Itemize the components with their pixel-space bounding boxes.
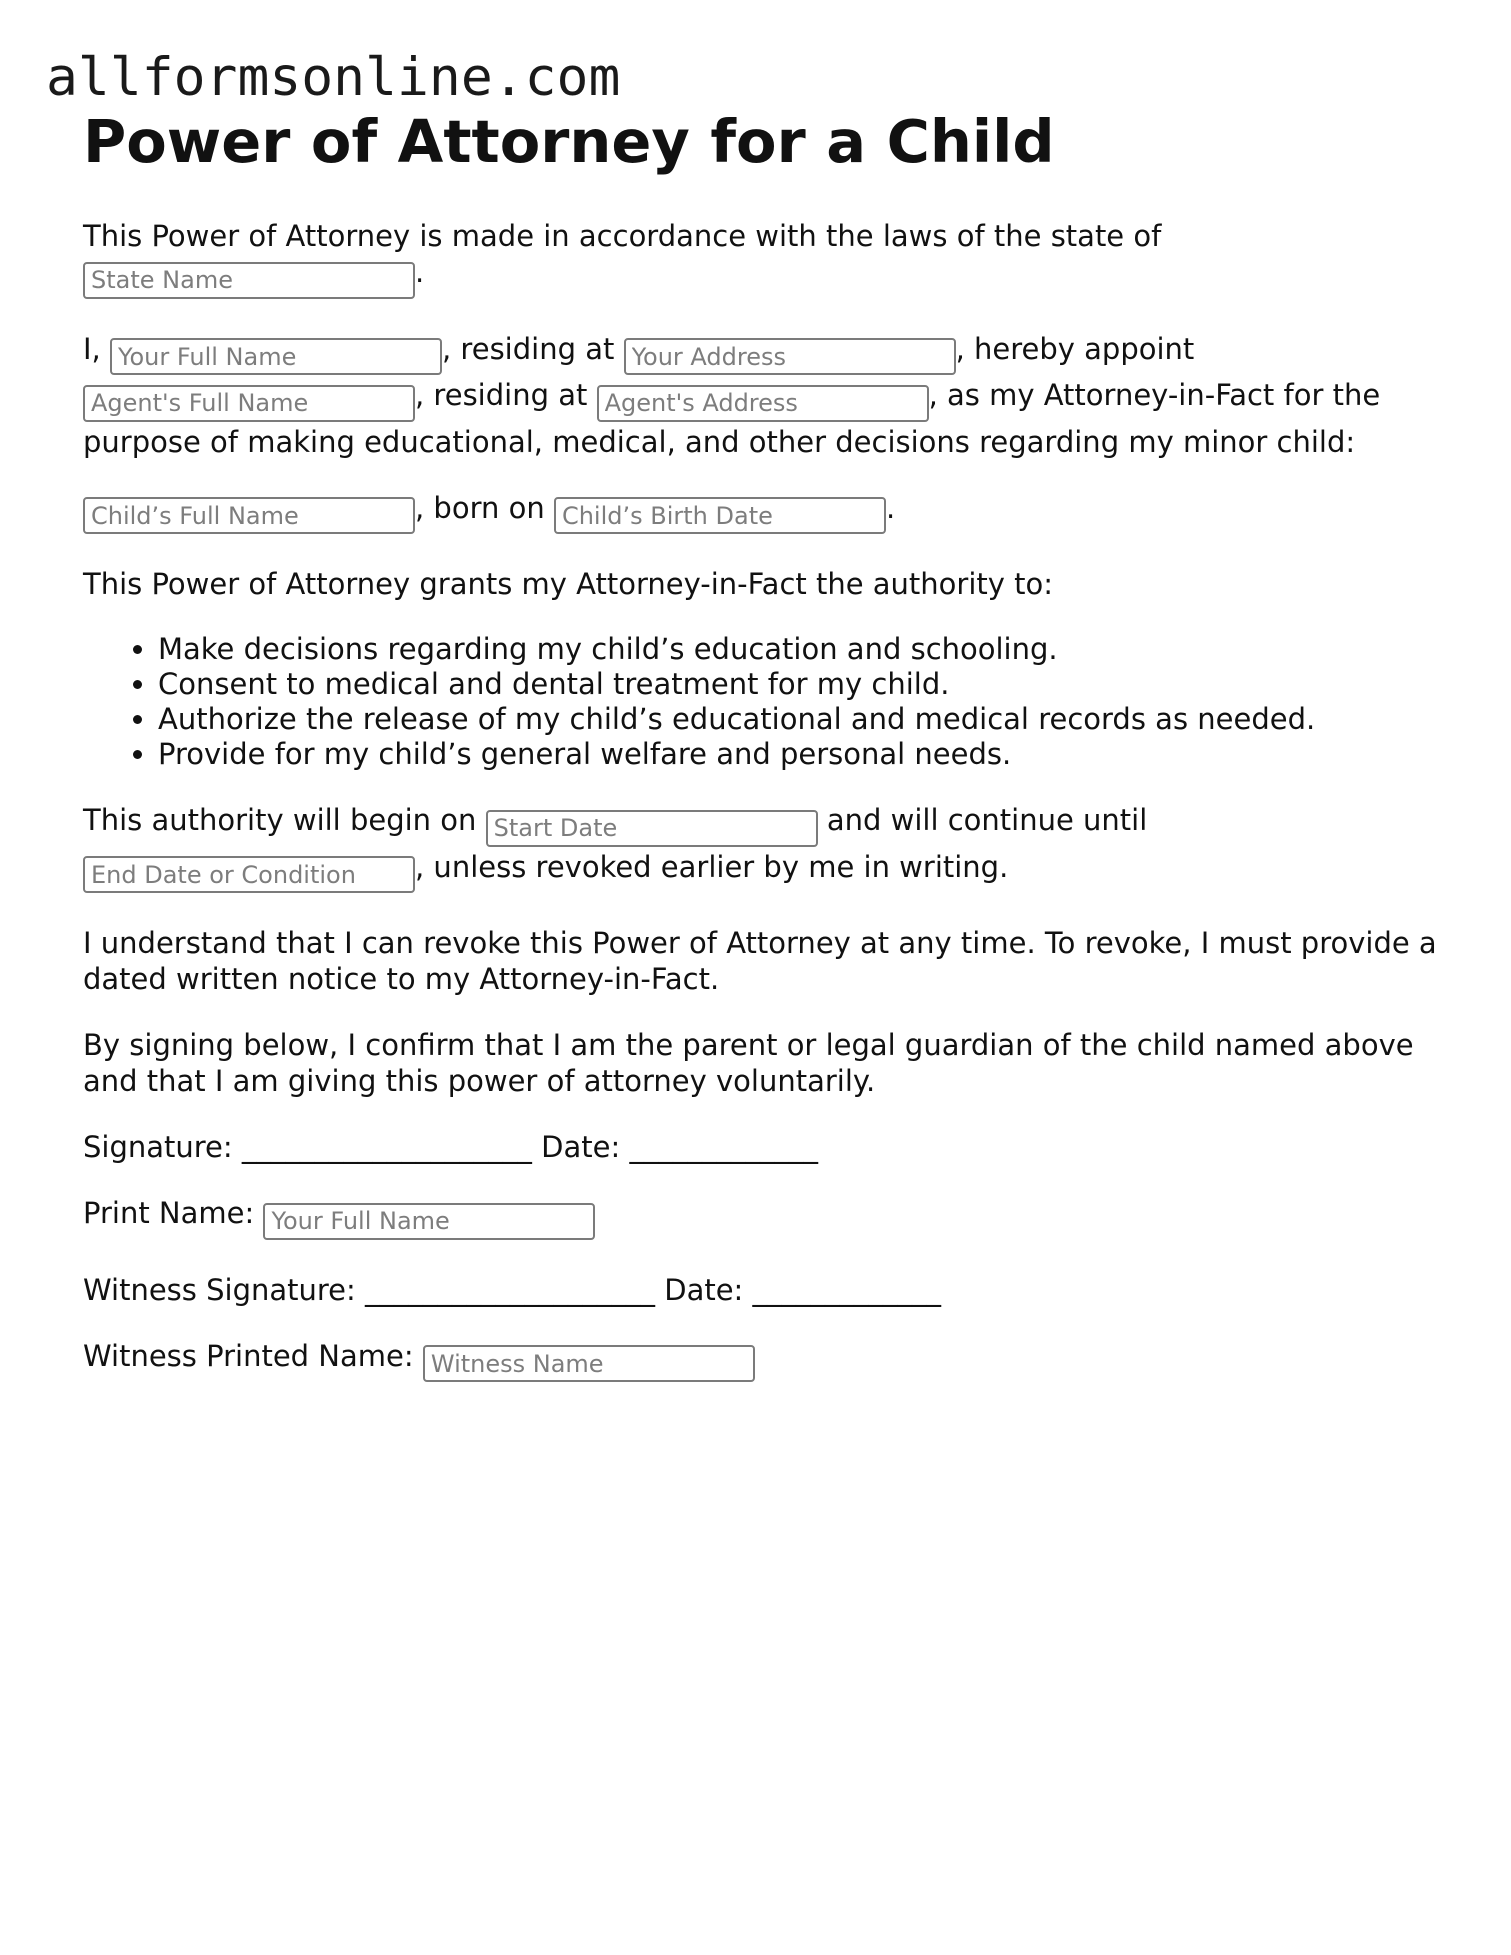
document bbox=[83, 104, 1463, 1414]
child-paragraph bbox=[83, 490, 1463, 537]
witness-signature-row bbox=[83, 1272, 1463, 1308]
signature-line[interactable]: ____________________ bbox=[241, 1130, 532, 1164]
state-name-input[interactable] bbox=[83, 262, 415, 299]
begin-text: This authority will begin on bbox=[83, 803, 477, 837]
powers-list bbox=[83, 632, 1463, 772]
witness-signature-line[interactable]: ____________________ bbox=[365, 1272, 656, 1307]
site-name: allformsonline.com bbox=[46, 47, 621, 108]
appointment-prefix: I, bbox=[83, 331, 101, 366]
intro-end: . bbox=[415, 255, 425, 289]
agent-address-input[interactable] bbox=[597, 385, 929, 422]
witness-date-label: Date: bbox=[664, 1272, 744, 1307]
signature-date-line[interactable]: _____________ bbox=[629, 1130, 818, 1164]
child-end: . bbox=[885, 490, 896, 525]
continue-text: and will continue until bbox=[826, 803, 1148, 837]
grants-intro: This Power of Attorney grants my Attorney-in-Fact the authority to: bbox=[83, 567, 1054, 601]
list-item: • Consent to medical and dental treatment for my child. bbox=[158, 667, 1463, 702]
unless-revoked-text: , unless revoked earlier by me in writing. bbox=[415, 849, 1009, 884]
signature-label: Signature: bbox=[83, 1130, 233, 1164]
born-on-text: , born on bbox=[415, 490, 545, 525]
print-name-row bbox=[83, 1195, 1463, 1242]
list-item: • Authorize the release of my child’s educational and medical records as needed. bbox=[158, 702, 1463, 737]
list-item: • Make decisions regarding my child’s education and schooling. bbox=[158, 632, 1463, 667]
revocation-paragraph: I understand that I can revoke this Power of Attorney at any time. To revoke, I must provide a dated written notice to my Attorney-in-Fact. bbox=[83, 926, 1437, 996]
print-name-label: Print Name: bbox=[83, 1196, 255, 1230]
signature-date-label: Date: bbox=[541, 1130, 621, 1164]
witness-name-input[interactable] bbox=[423, 1345, 755, 1382]
list-item: • Provide for my child’s general welfare and personal needs. bbox=[158, 737, 1463, 772]
your-full-name-input[interactable] bbox=[110, 338, 442, 375]
witness-name-label: Witness Printed Name: bbox=[83, 1338, 414, 1373]
intro-text: This Power of Attorney is made in accordance with the laws of the state of bbox=[83, 219, 1162, 253]
residing-at-text-2: , residing at bbox=[415, 378, 588, 412]
witness-name-row bbox=[83, 1338, 1463, 1385]
intro-paragraph bbox=[83, 218, 1463, 301]
witness-date-line[interactable]: _____________ bbox=[752, 1272, 942, 1307]
purpose-text: , as my Attorney-in-Fact for the purpose of making educational, medical, and other decisions regarding my minor child: bbox=[83, 378, 1381, 459]
duration-paragraph bbox=[83, 802, 1463, 895]
signature-row bbox=[83, 1129, 1463, 1165]
appointment-paragraph bbox=[83, 331, 1463, 460]
child-birth-date-input[interactable] bbox=[554, 497, 886, 534]
start-date-input[interactable] bbox=[486, 810, 818, 847]
child-full-name-input[interactable] bbox=[83, 497, 415, 534]
print-name-input[interactable] bbox=[263, 1203, 595, 1240]
agent-full-name-input[interactable] bbox=[83, 385, 415, 422]
your-address-input[interactable] bbox=[624, 338, 956, 375]
witness-signature-label: Witness Signature: bbox=[83, 1272, 356, 1307]
residing-at-text-1: , residing at bbox=[442, 331, 615, 366]
end-date-input[interactable] bbox=[83, 856, 415, 893]
document-title: Power of Attorney for a Child bbox=[83, 107, 1055, 176]
hereby-appoint-text: , hereby appoint bbox=[955, 331, 1195, 366]
confirmation-paragraph: By signing below, I confirm that I am the parent or legal guardian of the child named above and that I am giving this power of attorney voluntarily. bbox=[83, 1028, 1414, 1098]
